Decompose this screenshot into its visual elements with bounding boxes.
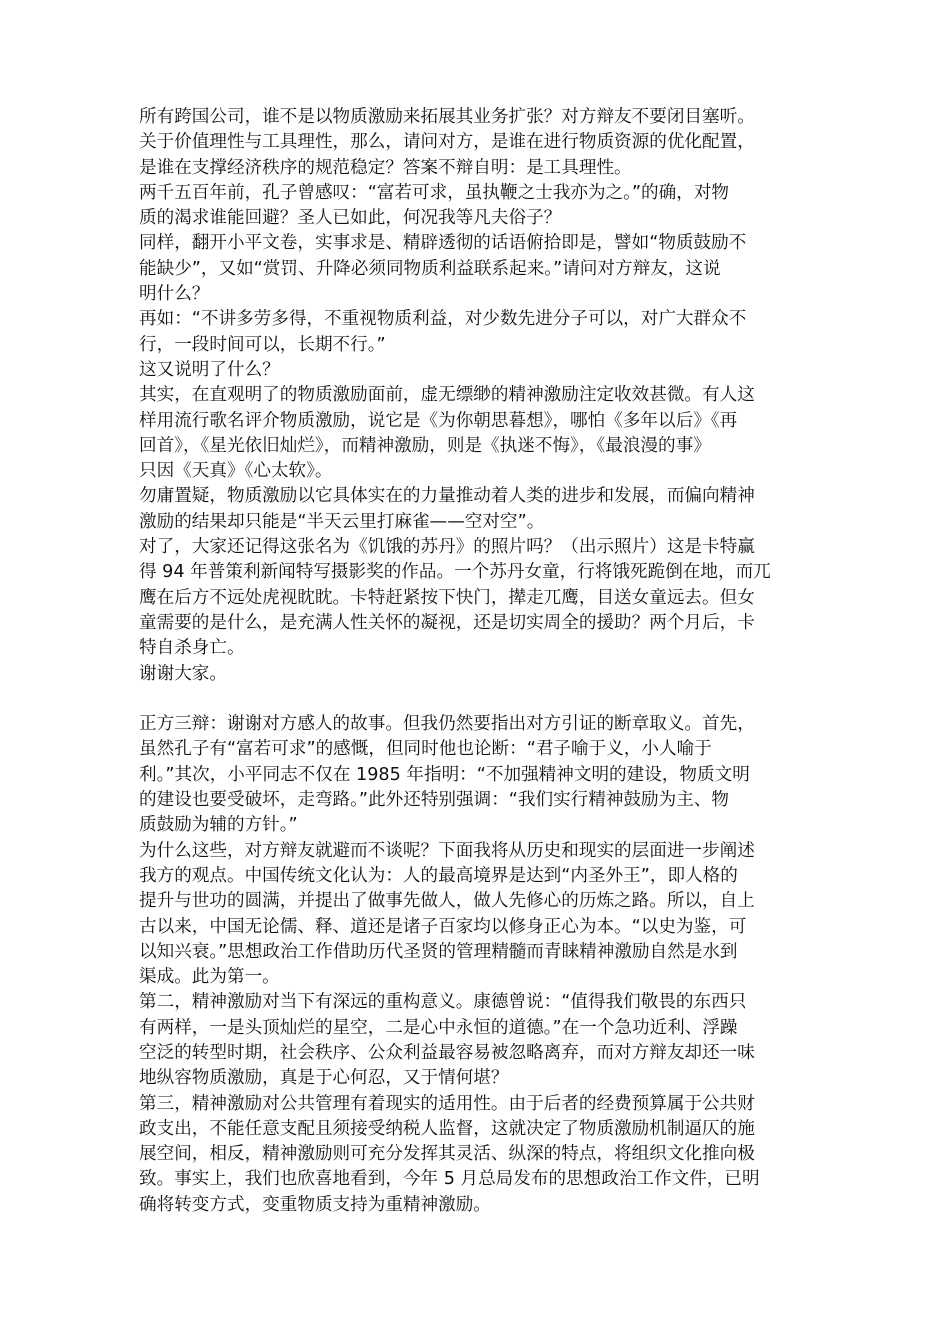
- text-line: 只因《天真》《心太软》。: [139, 461, 333, 482]
- text-line: 利。”其次，小平同志不仅在 1985 年指明：“不加强精神文明的建设，物质文明: [139, 764, 750, 785]
- text-line: 渠成。此为第一。: [139, 967, 280, 988]
- text-line: 行，一段时间可以，长期不行。”: [139, 334, 386, 355]
- text-line: 第二，精神激励对当下有深远的重构意义。康德曾说：“值得我们敬畏的东西只: [139, 992, 747, 1013]
- text-line: 以知兴衰。”思想政治工作借助历代圣贤的管理精髓而青睐精神激励自然是水到: [139, 941, 738, 962]
- text-line: 能缺少”，又如“赏罚、升降必须同物质利益联系起来。”请问对方辩友，这说: [139, 258, 721, 279]
- text-line: 是谁在支撑经济秩序的规范稳定？答案不辩自明：是工具理性。: [139, 157, 632, 178]
- text-line: 的建设也要受破坏，走弯路。”此外还特别强调：“我们实行精神鼓励为主、物: [139, 790, 730, 811]
- text-line: 虽然孔子有“富若可求”的感慨，但同时他也论断：“君子喻于义，小人喻于: [139, 739, 712, 760]
- document-body: [139, 105, 819, 1218]
- text-line: 所有跨国公司，谁不是以物质激励来拓展其业务扩张？对方辩友不要闭目塞听。: [139, 107, 755, 127]
- text-line: 展空间，相反，精神激励则可充分发挥其灵活、纵深的特点，将组织文化推向极: [139, 1144, 755, 1165]
- text-line: 为什么这些，对方辩友就避而不谈呢？下面我将从历史和现实的层面进一步阐述: [139, 840, 755, 861]
- text-line: 正方三辩：谢谢对方感人的故事。但我仍然要指出对方引证的断章取义。首先，: [139, 714, 755, 735]
- text-line: 激励的结果却只能是“半天云里打麻雀——空对空”。: [139, 511, 545, 532]
- text-line: 质的渴求谁能回避？圣人已如此，何况我等凡夫俗子？: [139, 208, 562, 229]
- text-line: 样用流行歌名评介物质激励，说它是《为你朝思暮想》，哪怕《多年以后》《再: [139, 410, 738, 431]
- text-line: 得 94 年普策利新闻特写摄影奖的作品。一个苏丹女童，行将饿死跪倒在地，而兀: [139, 562, 771, 583]
- text-line: 鹰在后方不远处虎视眈眈。卡特赶紧按下快门，撵走兀鹰，目送女童远去。但女: [139, 587, 755, 608]
- text-line: 古以来，中国无论儒、释、道还是诸子百家均以修身正心为本。“以史为鉴，可: [139, 916, 747, 937]
- text-line: 两千五百年前，孔子曾感叹：“富若可求，虽执鞭之士我亦为之。”的确，对物: [139, 182, 730, 203]
- text-line: 关于价值理性与工具理性，那么，请问对方，是谁在进行物质资源的优化配置，: [139, 132, 755, 153]
- text-line: 我方的观点。中国传统文化认为：人的最高境界是达到“内圣外王”，即人格的: [139, 865, 738, 886]
- text-line: 质鼓励为辅的方针。”: [139, 815, 298, 836]
- text-line: 这又说明了什么？: [139, 359, 280, 380]
- text-line: 有两样，一是头顶灿烂的星空，二是心中永恒的道德。”在一个急功近利、浮躁: [139, 1017, 738, 1038]
- section-pro-third-speaker: [139, 712, 819, 1218]
- text-line: 再如：“不讲多劳多得，不重视物质利益，对少数先进分子可以，对广大群众不: [139, 309, 747, 330]
- text-line: 致。事实上，我们也欣喜地看到，今年 5 月总局发布的思想政治工作文件，已明: [139, 1169, 760, 1190]
- text-line: 勿庸置疑，物质激励以它具体实在的力量推动着人类的进步和发展，而偏向精神: [139, 486, 755, 507]
- section-con-speech: [139, 105, 819, 687]
- text-line: 地纵容物质激励，真是于心何忍，又于情何堪？: [139, 1068, 509, 1089]
- text-line: 政支出，不能任意支配且须接受纳税人监督，这就决定了物质激励机制逼仄的施: [139, 1118, 755, 1139]
- text-line: 其实，在直观明了的物质激励面前，虚无缥缈的精神激励注定收效甚微。有人这: [139, 385, 755, 406]
- text-line: 回首》，《星光依旧灿烂》，而精神激励，则是《执迷不悔》，《最浪漫的事》: [139, 435, 711, 456]
- text-line: 特自杀身亡。: [139, 638, 245, 659]
- text-line: 对了，大家还记得这张名为《饥饿的苏丹》的照片吗？（出示照片）这是卡特赢: [139, 537, 755, 558]
- text-line: 明什么？: [139, 284, 210, 305]
- paragraph-gap: [139, 687, 819, 712]
- text-line: 第三，精神激励对公共管理有着现实的适用性。由于后者的经费预算属于公共财: [139, 1093, 755, 1114]
- text-line: 确将转变方式，变重物质支持为重精神激励。: [139, 1194, 491, 1215]
- text-line: 谢谢大家。: [139, 663, 227, 684]
- text-line: 同样，翻开小平文卷，实事求是、精辟透彻的话语俯拾即是，譬如“物质鼓励不: [139, 233, 747, 254]
- text-line: 提升与世功的圆满，并提出了做事先做人，做人先修心的历炼之路。所以，自上: [139, 891, 755, 912]
- text-line: 空泛的转型时期，社会秩序、公众利益最容易被忽略离弃，而对方辩友却还一味: [139, 1042, 755, 1063]
- text-line: 童需要的是什么，是充满人性关怀的凝视，还是切实周全的援助？两个月后，卡: [139, 612, 755, 633]
